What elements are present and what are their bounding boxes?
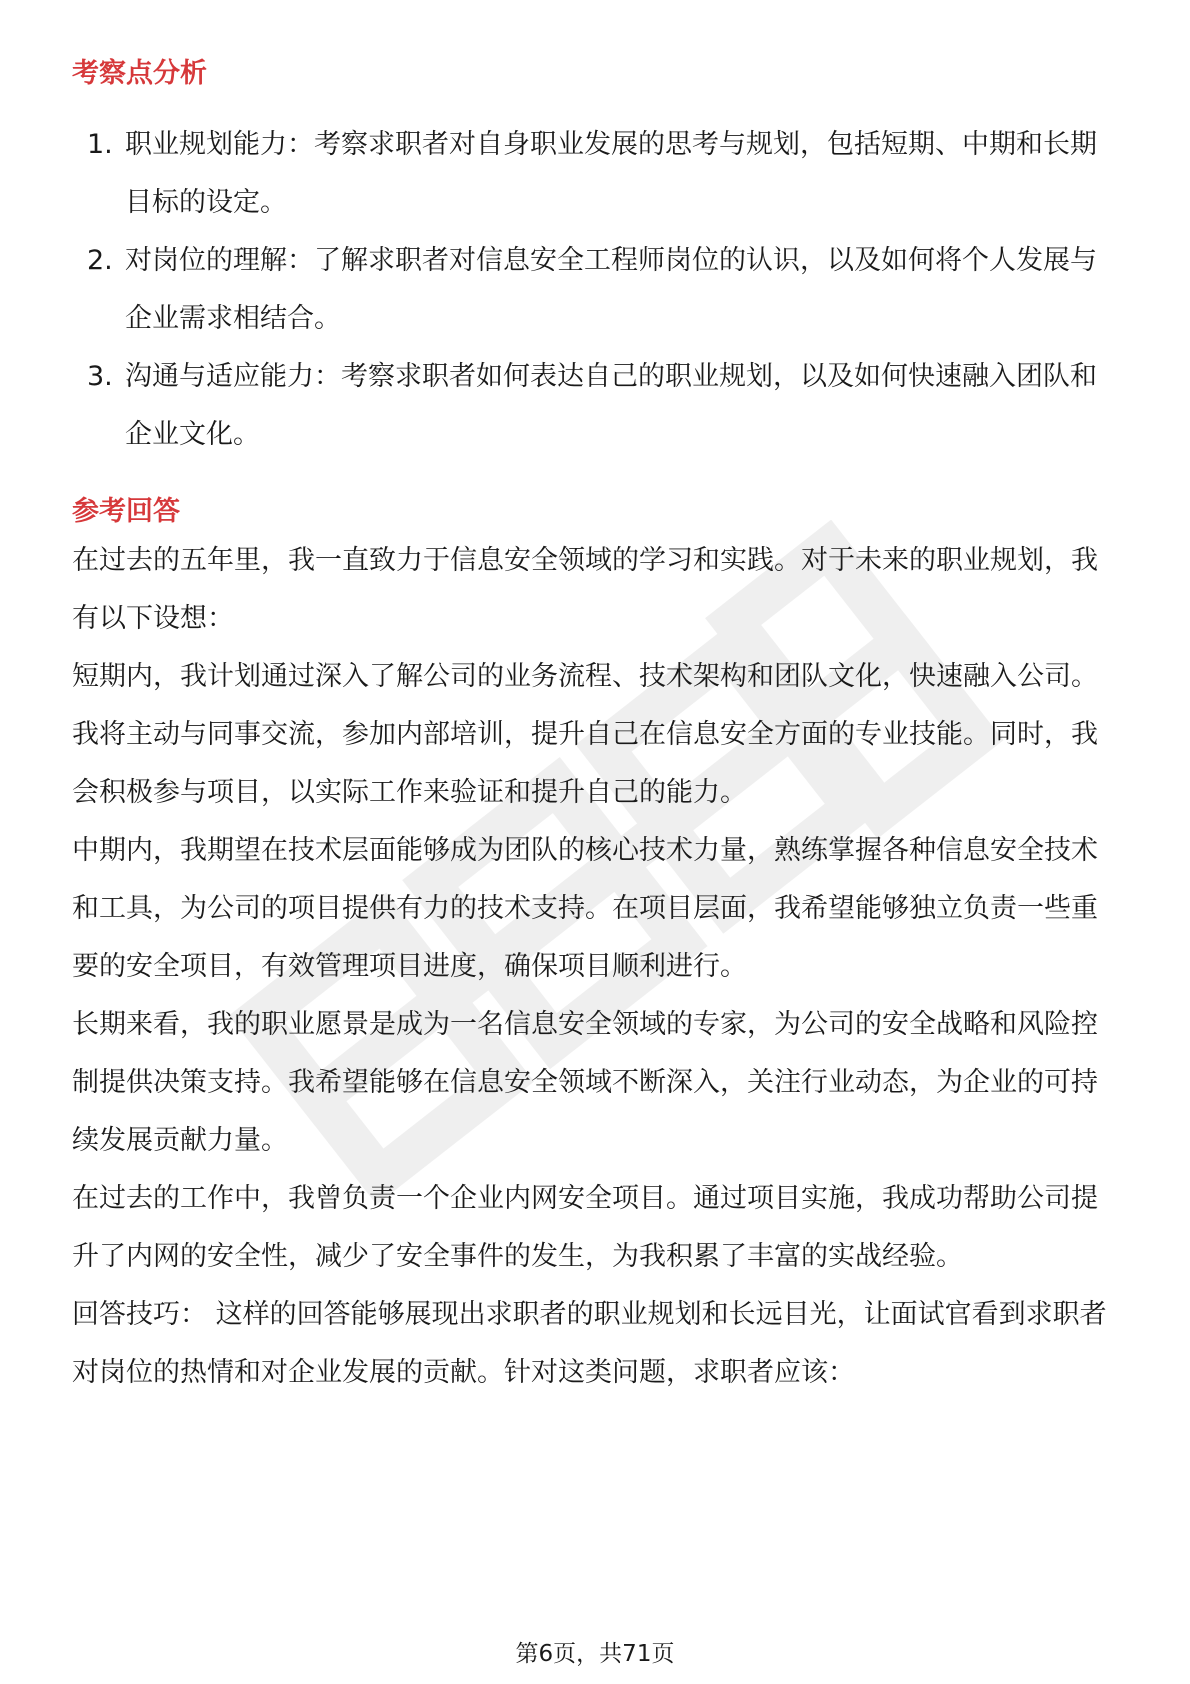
page-number-footer: 第6页，共71页 [515,1641,675,1667]
answer-tips-paragraph: 回答技巧： 这样的回答能够展现出求职者的职业规划和长远目光，让面试官看到求职者对岗位的热情和对企业发展的贡献。针对这类问题，求职者应该： [72,1299,1107,1388]
list-item [72,348,1122,464]
answer-paragraph: 在过去的工作中，我曾负责一个企业内网安全项目。通过项目实施，我成功帮助公司提升了内网的安全性，减少了安全事件的发生，为我积累了丰富的实战经验。 [72,1183,1098,1272]
answer-paragraph: 中期内，我期望在技术层面能够成为团队的核心技术力量，熟练掌握各种信息安全技术和工具，为公司的项目提供有力的技术支持。在项目层面，我希望能够独立负责一些重要的安全项目，有效管理项目进度，确保项目顺利进行。 [72,835,1098,982]
list-item [72,116,1122,232]
analysis-points-list [72,116,1122,464]
list-item-text: 职业规划能力：考察求职者对自身职业发展的思考与规划，包括短期、中期和长期目标的设定。 [125,129,1097,218]
answer-paragraph: 长期来看，我的职业愿景是成为一名信息安全领域的专家，为公司的安全战略和风险控制提供决策支持。我希望能够在信息安全领域不断深入，关注行业动态，为企业的可持续发展贡献力量。 [72,1009,1098,1156]
list-item-number: 2. [87,245,113,276]
list-item-number: 1. [87,129,113,160]
analysis-section-title: 考察点分析 [72,58,207,89]
list-item-number: 3. [87,361,113,392]
list-item-text: 沟通与适应能力：考察求职者如何表达自己的职业规划，以及如何快速融入团队和企业文化。 [125,361,1097,450]
answer-paragraph: 在过去的五年里，我一直致力于信息安全领域的学习和实践。对于未来的职业规划，我有以下设想： [72,545,1098,634]
document-content [72,46,1122,1402]
answer-paragraph: 短期内，我计划通过深入了解公司的业务流程、技术架构和团队文化，快速融入公司。我将主动与同事交流，参加内部培训，提升自己在信息安全方面的专业技能。同时，我会积极参与项目，以实际工作来验证和提升自己的能力。 [72,661,1098,808]
answer-section-title: 参考回答 [72,496,180,527]
list-item-text: 对岗位的理解：了解求职者对信息安全工程师岗位的认识，以及如何将个人发展与企业需求相结合。 [125,245,1097,334]
list-item [72,232,1122,348]
